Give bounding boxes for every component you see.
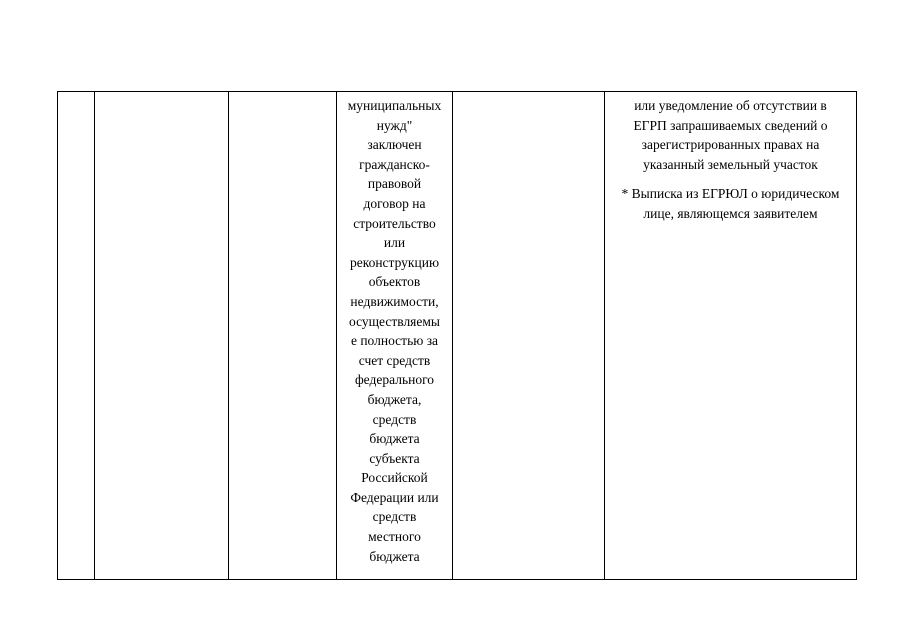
cell-4-line: или <box>383 235 406 251</box>
cell-6-paragraph-1 <box>605 96 856 174</box>
cell-6-line: зарегистрированных правах на <box>641 137 820 153</box>
cell-4-line: заключен <box>367 137 422 153</box>
cell-4-line: средств <box>372 411 417 427</box>
table-cell-6 <box>605 92 857 580</box>
cell-4-line: е полностью за <box>350 333 439 349</box>
cell-6-paragraph-2 <box>605 184 856 223</box>
cell-4-line: муниципальных <box>347 98 442 113</box>
table-cell-2 <box>95 92 229 580</box>
cell-4-line: объектов <box>368 274 421 290</box>
cell-4-text <box>340 96 450 566</box>
table-cell-3 <box>229 92 337 580</box>
cell-4-line: договор на <box>363 195 426 211</box>
cell-6-line: лице, являющемся заявителем <box>643 205 818 221</box>
cell-4-line: недвижимости, <box>350 293 439 309</box>
cell-4-line: средств <box>372 509 417 525</box>
cell-4-line: счет средств <box>358 352 431 368</box>
cell-6-line: указанный земельный участок <box>643 156 818 172</box>
cell-4-line: бюджета <box>369 431 420 447</box>
cell-4-line: гражданско- <box>359 156 430 172</box>
cell-4-line: правовой <box>367 176 422 192</box>
cell-4-line: местного <box>368 529 421 545</box>
cell-4-line: федерального <box>354 372 435 388</box>
cell-4-line: Федерации или <box>350 489 439 505</box>
cell-6-text <box>605 92 856 224</box>
cell-4-line: субъекта <box>369 450 420 466</box>
cell-4-line: строительство <box>353 215 436 231</box>
cell-4-line: нужд" <box>376 117 413 133</box>
cell-4-line: реконструкцию <box>349 254 440 270</box>
table-cell-5 <box>453 92 605 580</box>
cell-4-line: Российской <box>361 470 428 486</box>
table-cell-4 <box>337 92 453 580</box>
table-row <box>58 92 857 580</box>
cell-6-line: или уведомление об отсутствии в <box>634 98 827 113</box>
cell-4-line: бюджета, <box>367 391 422 407</box>
cell-4-line: осуществляемы <box>348 313 440 329</box>
cell-4-line: бюджета <box>369 548 420 564</box>
table-cell-1 <box>58 92 95 580</box>
document-table <box>57 91 857 580</box>
cell-6-line: * Выписка из ЕГРЮЛ о юридическом <box>621 186 840 202</box>
cell-6-line: ЕГРП запрашиваемых сведений о <box>633 117 828 133</box>
